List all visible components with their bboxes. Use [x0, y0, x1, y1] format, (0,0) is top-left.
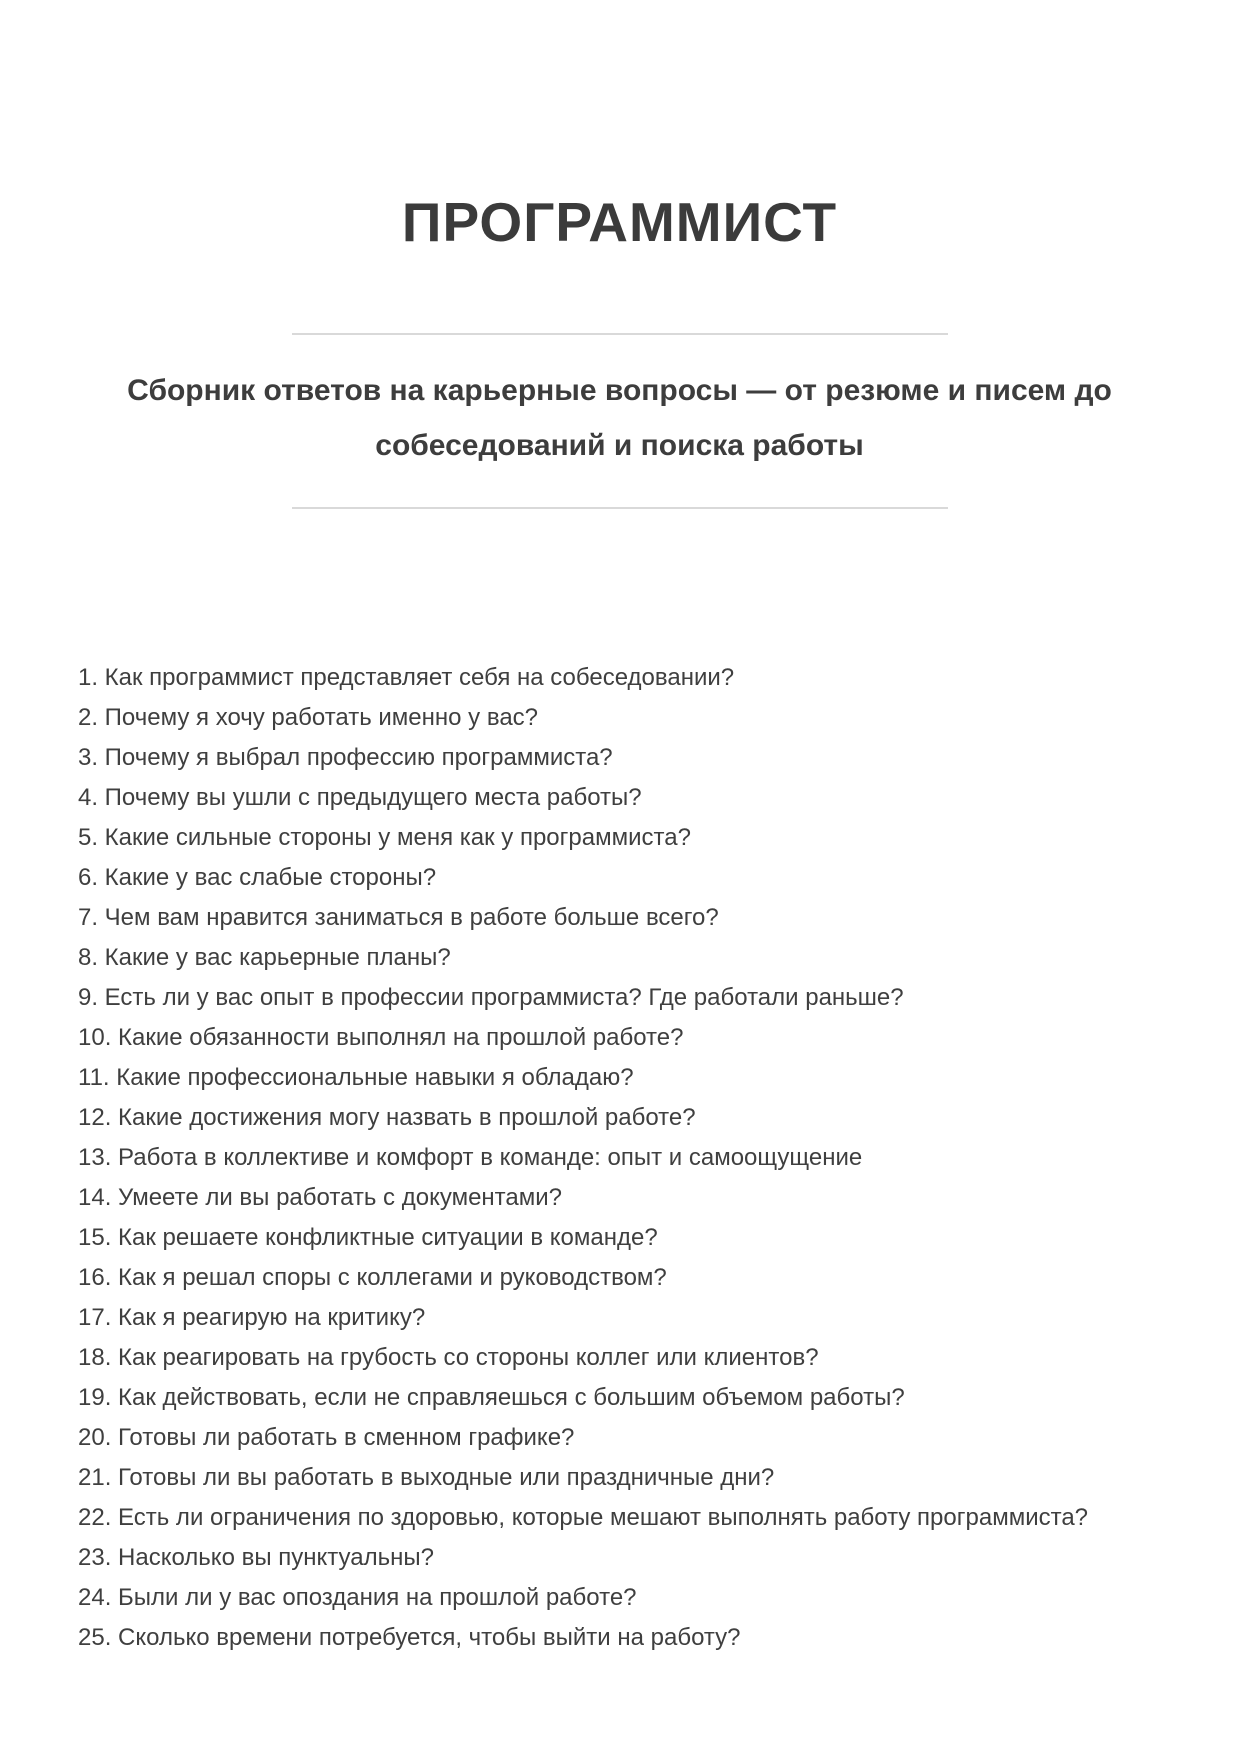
list-item: 13. Работа в коллективе и комфорт в команде: опыт и самоощущение [78, 1144, 863, 1171]
list-item: 19. Как действовать, если не справляешься с большим объемом работы? [78, 1384, 905, 1411]
list-item: 5. Какие сильные стороны у меня как у программиста? [78, 824, 691, 851]
page-title: ПРОГРАММИСТ [401, 191, 838, 253]
list-item: 10. Какие обязанности выполнял на прошлой работе? [78, 1024, 684, 1051]
list-item: 16. Как я решал споры с коллегами и руководством? [78, 1264, 667, 1291]
list-item: 6. Какие у вас слабые стороны? [78, 864, 437, 891]
list-item: 24. Были ли у вас опоздания на прошлой работе? [78, 1584, 637, 1611]
top-divider [292, 333, 948, 335]
list-item: 3. Почему я выбрал профессию программиста? [78, 744, 613, 771]
question-list [0, 658, 1239, 1658]
list-item: 11. Какие профессиональные навыки я обладаю? [78, 1064, 634, 1091]
list-item: 25. Сколько времени потребуется, чтобы выйти на работу? [78, 1624, 741, 1651]
list-item: 22. Есть ли ограничения по здоровью, которые мешают выполнять работу программиста? [78, 1504, 1089, 1531]
list-item: 12. Какие достижения могу назвать в прошлой работе? [78, 1104, 696, 1131]
list-item: 9. Есть ли у вас опыт в профессии программиста? Где работали раньше? [78, 984, 904, 1011]
list-item: 23. Насколько вы пунктуальны? [78, 1544, 434, 1571]
page-subtitle: Сборник ответов на карьерные вопросы — от резюме и писем до собеседований и поиска работы [127, 374, 1112, 462]
list-item: 7. Чем вам нравится заниматься в работе больше всего? [78, 904, 719, 931]
list-item: 21. Готовы ли вы работать в выходные или праздничные дни? [78, 1464, 775, 1491]
list-item: 4. Почему вы ушли с предыдущего места работы? [78, 784, 642, 811]
bottom-divider [292, 507, 948, 509]
list-item: 20. Готовы ли работать в сменном графике? [78, 1424, 575, 1451]
list-item: 2. Почему я хочу работать именно у вас? [78, 704, 539, 731]
list-item: 1. Как программист представляет себя на собеседовании? [78, 664, 735, 691]
list-item: 18. Как реагировать на грубость со стороны коллег или клиентов? [78, 1344, 819, 1371]
list-item: 17. Как я реагирую на критику? [78, 1304, 426, 1331]
list-item: 14. Умеете ли вы работать с документами? [78, 1184, 562, 1211]
list-item: 8. Какие у вас карьерные планы? [78, 944, 451, 971]
list-item: 15. Как решаете конфликтные ситуации в команде? [78, 1224, 658, 1251]
